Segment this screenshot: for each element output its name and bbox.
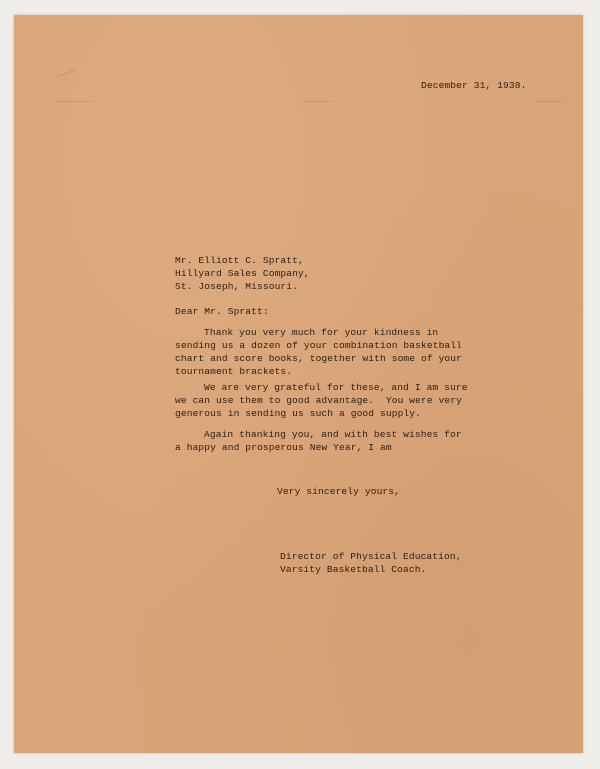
paragraph-line: chart and score books, together with some of your — [175, 353, 463, 364]
paragraph-line: a happy and prosperous New Year, I am — [175, 442, 392, 453]
paragraph-line: tournament brackets. — [175, 366, 293, 377]
salutation: Dear Mr. Spratt: — [175, 306, 269, 317]
paragraph-line: we can use them to good advantage. You were very — [175, 395, 463, 406]
paragraph-line: sending us a dozen of your combination basketball — [175, 340, 463, 351]
paragraph-line: generous in sending us such a good supply. — [175, 408, 422, 419]
faint-mark — [54, 101, 94, 102]
address-line: Hillyard Sales Company, — [175, 268, 310, 279]
paragraph-line: Again thanking you, and with best wishes for — [204, 429, 462, 440]
letter-date: December 31, 1938. — [421, 80, 527, 91]
signature-line: Varsity Basketball Coach. — [280, 564, 427, 575]
paper-crease — [54, 69, 75, 77]
paragraph-line: Thank you very much for your kindness in — [204, 327, 439, 338]
signature-line: Director of Physical Education, — [280, 551, 462, 562]
faint-mark — [304, 101, 334, 102]
paragraph-line: We are very grateful for these, and I am sure — [204, 382, 468, 393]
address-line: St. Joseph, Missouri. — [175, 281, 299, 292]
closing: Very sincerely yours, — [277, 486, 401, 497]
faint-mark — [534, 101, 564, 102]
address-line: Mr. Elliott C. Spratt, — [175, 255, 304, 266]
